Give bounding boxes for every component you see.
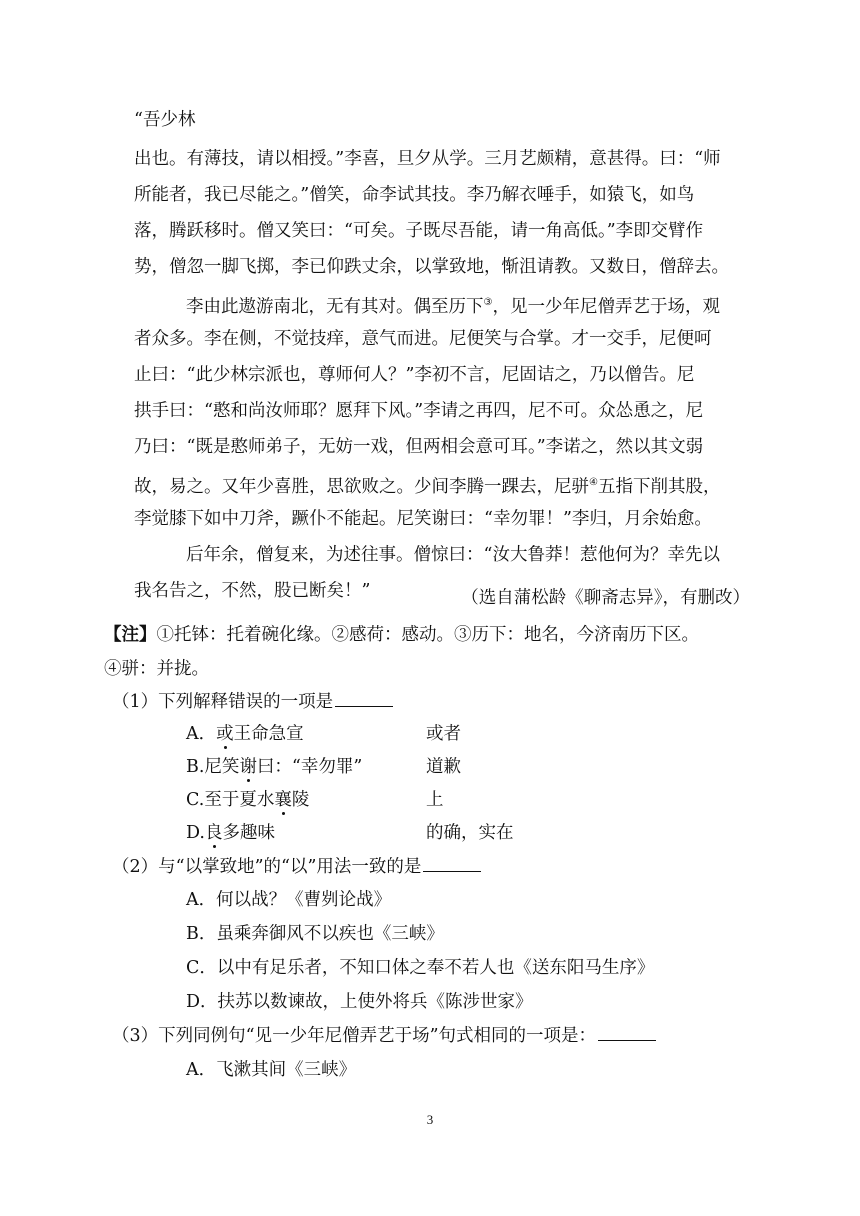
passage-line: 后年余，僧复来，为述往事。僧惊曰：“汝大鲁莽！惹他何为？幸先以 <box>186 545 720 565</box>
passage-text: 故，易之。又年少喜胜，思欲败之。少间李腾一踝去，尼骈 <box>134 476 589 497</box>
passage-line <box>134 471 720 499</box>
option-d <box>186 821 275 845</box>
page-number: 3 <box>426 1112 434 1127</box>
emphasized-char: 谢 <box>239 757 257 777</box>
passage-line: 拱手曰：“憨和尚汝师耶？愿拜下风。”李请之再四，尼不可。众怂恿之，尼 <box>134 401 704 421</box>
passage-text: 李由此遨游南北，无有其对。偶至历下 <box>186 296 484 317</box>
notes-label: 【注】 <box>104 625 157 645</box>
option-c-gloss: 上 <box>426 790 444 810</box>
notes-line <box>104 623 699 647</box>
passage-line <box>186 291 720 319</box>
option-label: C.至于夏水 <box>186 790 275 810</box>
footnote-marker: ④ <box>589 477 598 488</box>
passage-line: 乃曰：“既是憨师弟子，无妨一戏，但两相会意可耳。”李诺之，然以其文弱 <box>134 437 704 457</box>
question-text: （1）下列解释错误的一项是 <box>112 692 334 712</box>
option-d: D．扶苏以数谏故，上使外将兵《陈涉世家》 <box>186 992 533 1012</box>
question-2-stem <box>112 855 481 879</box>
option-text: 陵 <box>291 790 310 810</box>
answer-blank[interactable] <box>423 855 481 872</box>
option-a <box>186 722 304 746</box>
option-text: 王命急宣 <box>233 724 304 744</box>
answer-blank[interactable] <box>598 1024 656 1041</box>
passage-text: ，见一少年尼僧弄艺于场，观 <box>492 296 720 317</box>
question-3-stem <box>112 1024 656 1048</box>
option-d-gloss: 的确，实在 <box>426 823 514 843</box>
option-label: A． <box>186 724 217 744</box>
passage-source: （选自蒲松龄《聊斋志异》，有删改） <box>461 588 750 608</box>
question-1-stem <box>112 690 393 714</box>
answer-blank[interactable] <box>335 690 393 707</box>
option-c <box>186 788 309 812</box>
option-b <box>186 755 362 779</box>
option-text: 曰：“幸勿罪” <box>256 757 363 777</box>
footnote-marker: ③ <box>483 297 493 308</box>
emphasized-char: 或 <box>216 724 234 744</box>
option-b-gloss: 道歉 <box>426 757 461 777</box>
option-b: B．虽乘奔御风不以疾也《三峡》 <box>186 924 444 944</box>
option-label: B.尼笑 <box>186 757 240 777</box>
passage-line: 出也。有薄技，请以相授。”李喜，旦夕从学。三月艺颇精，意甚得。曰：“师 <box>134 149 721 169</box>
passage-line: 者众多。李在侧，不觉技痒，意气而进。尼便笑与合掌。才一交手，尼便呵 <box>134 329 712 349</box>
emphasized-char: 良 <box>204 823 223 843</box>
question-text: （3）下列同例句“见一少年尼僧弄艺于场”句式相同的一项是： <box>112 1026 597 1046</box>
option-text: 多趣味 <box>222 823 275 843</box>
option-label: D. <box>186 823 205 843</box>
option-a: A．何以战？《曹刿论战》 <box>186 890 392 910</box>
passage-text: 五指下削其股， <box>597 476 721 497</box>
passage-line: 落，腾跃移时。僧又笑曰：“可矣。子既尽吾能，请一角高低。”李即交臂作 <box>134 221 704 241</box>
question-text: （2）与“以掌致地”的“以”用法一致的是 <box>112 857 422 877</box>
option-a: A．飞漱其间《三峡》 <box>186 1060 357 1080</box>
option-c: C．以中有足乐者，不知口体之奉不若人也《送东阳马生序》 <box>186 958 655 978</box>
passage-line: 势，僧忽一脚飞掷，李已仰跌丈余，以掌致地，惭沮请教。又数日，僧辞去。 <box>134 257 729 277</box>
passage-line: 止曰：“此少林宗派也，尊师何人？”李初不言，尼固诘之，乃以僧告。尼 <box>134 365 695 385</box>
passage-line: 李觉膝下如中刀斧，蹶仆不能起。尼笑谢曰：“幸勿罪！”李归，月余始愈。 <box>134 509 712 529</box>
notes-line: ④骈：并拢。 <box>104 659 209 679</box>
emphasized-char: 襄 <box>274 790 292 810</box>
passage-line: “吾少林 <box>134 110 196 130</box>
passage-line: 我名告之，不然，股已断矣！” <box>134 581 371 601</box>
passage-line: 所能者，我已尽能之。”僧笑，命李试其技。李乃解衣唾手，如猿飞，如鸟 <box>134 185 695 205</box>
notes-text: ①托钵：托着碗化缘。②感荷：感动。③历下：地名，今济南历下区。 <box>156 625 699 645</box>
option-a-gloss: 或者 <box>426 724 461 744</box>
